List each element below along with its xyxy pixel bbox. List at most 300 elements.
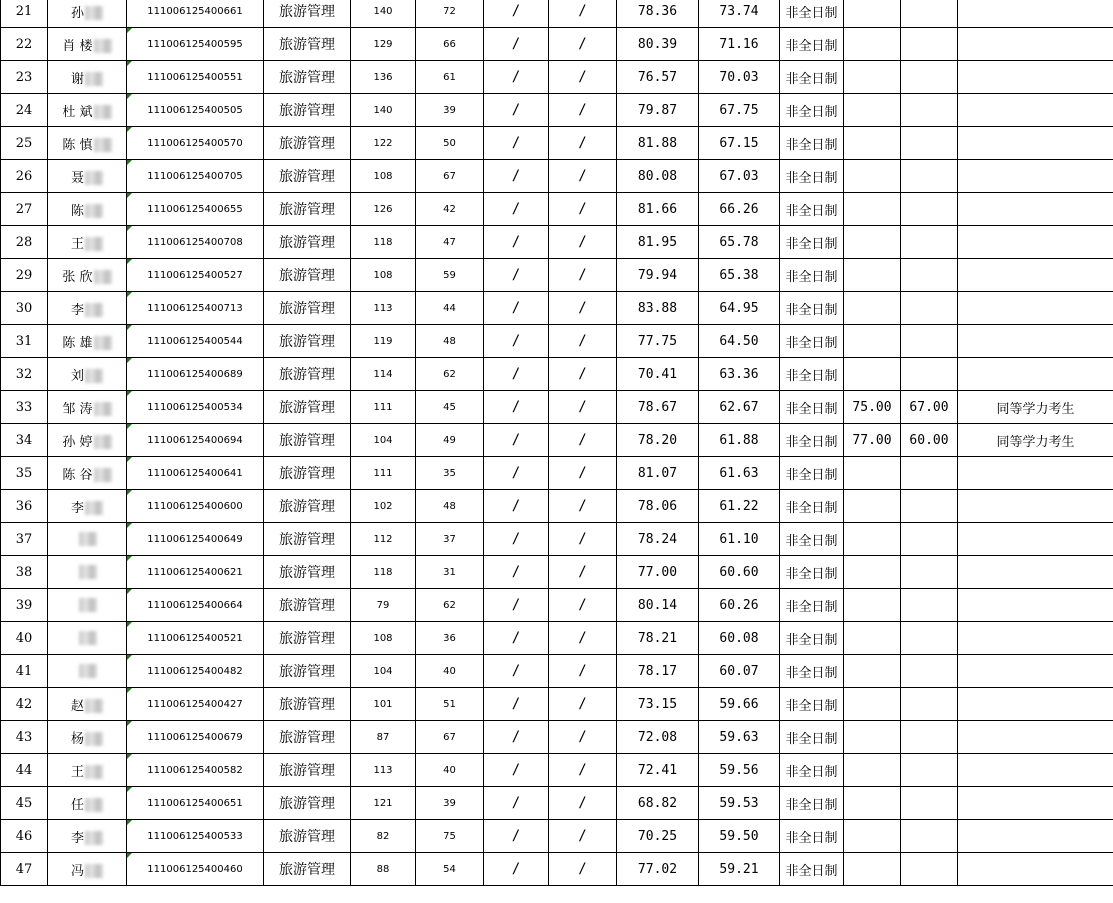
score-1-cell[interactable] xyxy=(351,655,416,688)
candidate-name-cell[interactable] xyxy=(48,589,127,622)
score-1-cell[interactable] xyxy=(351,523,416,556)
extra-score-1-cell[interactable] xyxy=(844,457,901,490)
score-3-cell[interactable] xyxy=(484,28,549,61)
total-score-cell[interactable] xyxy=(699,754,780,787)
total-score-cell[interactable] xyxy=(699,61,780,94)
remark-cell[interactable] xyxy=(958,358,1113,391)
score-1-cell[interactable] xyxy=(351,292,416,325)
score-2-cell[interactable] xyxy=(416,292,484,325)
major-cell[interactable] xyxy=(264,94,351,127)
score-2-cell[interactable] xyxy=(416,688,484,721)
extra-score-2-cell[interactable] xyxy=(901,655,958,688)
row-index-cell[interactable] xyxy=(1,622,48,655)
extra-score-2-cell[interactable] xyxy=(901,226,958,259)
score-2-cell[interactable] xyxy=(416,325,484,358)
study-type-cell[interactable] xyxy=(780,655,844,688)
score-2-cell[interactable] xyxy=(416,622,484,655)
retest-score-cell[interactable] xyxy=(617,358,699,391)
extra-score-2-cell[interactable] xyxy=(901,94,958,127)
major-cell[interactable] xyxy=(264,358,351,391)
score-1-cell[interactable] xyxy=(351,226,416,259)
study-type-cell[interactable] xyxy=(780,787,844,820)
candidate-id-cell[interactable] xyxy=(127,589,264,622)
extra-score-1-cell[interactable] xyxy=(844,0,901,28)
score-3-cell[interactable] xyxy=(484,655,549,688)
row-index-cell[interactable] xyxy=(1,292,48,325)
candidate-name-cell[interactable] xyxy=(48,94,127,127)
candidate-id-cell[interactable] xyxy=(127,160,264,193)
study-type-cell[interactable] xyxy=(780,754,844,787)
score-2-cell[interactable] xyxy=(416,490,484,523)
score-1-cell[interactable] xyxy=(351,787,416,820)
score-1-cell[interactable] xyxy=(351,556,416,589)
score-3-cell[interactable] xyxy=(484,556,549,589)
remark-cell[interactable] xyxy=(958,28,1113,61)
remark-cell[interactable] xyxy=(958,127,1113,160)
score-4-cell[interactable] xyxy=(549,820,617,853)
score-4-cell[interactable] xyxy=(549,688,617,721)
retest-score-cell[interactable] xyxy=(617,226,699,259)
candidate-name-cell[interactable] xyxy=(48,523,127,556)
candidate-name-cell[interactable] xyxy=(48,688,127,721)
score-1-cell[interactable] xyxy=(351,193,416,226)
extra-score-1-cell[interactable] xyxy=(844,61,901,94)
extra-score-1-cell[interactable] xyxy=(844,556,901,589)
score-3-cell[interactable] xyxy=(484,94,549,127)
row-index-cell[interactable] xyxy=(1,688,48,721)
retest-score-cell[interactable] xyxy=(617,820,699,853)
score-3-cell[interactable] xyxy=(484,358,549,391)
row-index-cell[interactable] xyxy=(1,457,48,490)
extra-score-2-cell[interactable] xyxy=(901,754,958,787)
candidate-name-cell[interactable] xyxy=(48,0,127,28)
score-1-cell[interactable] xyxy=(351,127,416,160)
score-1-cell[interactable] xyxy=(351,358,416,391)
study-type-cell[interactable] xyxy=(780,259,844,292)
remark-cell[interactable] xyxy=(958,226,1113,259)
candidate-id-cell[interactable] xyxy=(127,721,264,754)
score-4-cell[interactable] xyxy=(549,94,617,127)
candidate-name-cell[interactable] xyxy=(48,556,127,589)
extra-score-1-cell[interactable] xyxy=(844,292,901,325)
score-3-cell[interactable] xyxy=(484,160,549,193)
extra-score-2-cell[interactable] xyxy=(901,193,958,226)
total-score-cell[interactable] xyxy=(699,94,780,127)
study-type-cell[interactable] xyxy=(780,127,844,160)
remark-cell[interactable] xyxy=(958,556,1113,589)
score-4-cell[interactable] xyxy=(549,424,617,457)
score-2-cell[interactable] xyxy=(416,193,484,226)
extra-score-2-cell[interactable] xyxy=(901,523,958,556)
score-1-cell[interactable] xyxy=(351,754,416,787)
extra-score-1-cell[interactable] xyxy=(844,655,901,688)
score-2-cell[interactable] xyxy=(416,820,484,853)
row-index-cell[interactable] xyxy=(1,358,48,391)
score-3-cell[interactable] xyxy=(484,820,549,853)
candidate-id-cell[interactable] xyxy=(127,391,264,424)
study-type-cell[interactable] xyxy=(780,61,844,94)
remark-cell[interactable] xyxy=(958,490,1113,523)
score-4-cell[interactable] xyxy=(549,226,617,259)
total-score-cell[interactable] xyxy=(699,0,780,28)
extra-score-2-cell[interactable] xyxy=(901,259,958,292)
retest-score-cell[interactable] xyxy=(617,259,699,292)
candidate-id-cell[interactable] xyxy=(127,688,264,721)
candidate-id-cell[interactable] xyxy=(127,259,264,292)
total-score-cell[interactable] xyxy=(699,787,780,820)
row-index-cell[interactable] xyxy=(1,490,48,523)
candidate-name-cell[interactable] xyxy=(48,358,127,391)
extra-score-2-cell[interactable] xyxy=(901,622,958,655)
major-cell[interactable] xyxy=(264,61,351,94)
score-3-cell[interactable] xyxy=(484,853,549,886)
row-index-cell[interactable] xyxy=(1,226,48,259)
major-cell[interactable] xyxy=(264,853,351,886)
candidate-name-cell[interactable] xyxy=(48,127,127,160)
remark-cell[interactable] xyxy=(958,193,1113,226)
candidate-id-cell[interactable] xyxy=(127,0,264,28)
extra-score-2-cell[interactable] xyxy=(901,325,958,358)
score-1-cell[interactable] xyxy=(351,259,416,292)
candidate-name-cell[interactable] xyxy=(48,424,127,457)
study-type-cell[interactable] xyxy=(780,490,844,523)
score-1-cell[interactable] xyxy=(351,391,416,424)
extra-score-2-cell[interactable] xyxy=(901,556,958,589)
candidate-id-cell[interactable] xyxy=(127,457,264,490)
retest-score-cell[interactable] xyxy=(617,787,699,820)
score-2-cell[interactable] xyxy=(416,160,484,193)
total-score-cell[interactable] xyxy=(699,490,780,523)
score-4-cell[interactable] xyxy=(549,655,617,688)
remark-cell[interactable] xyxy=(958,325,1113,358)
score-4-cell[interactable] xyxy=(549,457,617,490)
score-3-cell[interactable] xyxy=(484,226,549,259)
candidate-name-cell[interactable] xyxy=(48,853,127,886)
row-index-cell[interactable] xyxy=(1,721,48,754)
score-4-cell[interactable] xyxy=(549,160,617,193)
study-type-cell[interactable] xyxy=(780,622,844,655)
total-score-cell[interactable] xyxy=(699,292,780,325)
total-score-cell[interactable] xyxy=(699,391,780,424)
remark-cell[interactable] xyxy=(958,655,1113,688)
extra-score-2-cell[interactable] xyxy=(901,853,958,886)
row-index-cell[interactable] xyxy=(1,127,48,160)
extra-score-1-cell[interactable] xyxy=(844,391,901,424)
major-cell[interactable] xyxy=(264,589,351,622)
candidate-id-cell[interactable] xyxy=(127,490,264,523)
extra-score-1-cell[interactable] xyxy=(844,424,901,457)
extra-score-2-cell[interactable] xyxy=(901,0,958,28)
major-cell[interactable] xyxy=(264,457,351,490)
study-type-cell[interactable] xyxy=(780,688,844,721)
major-cell[interactable] xyxy=(264,655,351,688)
score-4-cell[interactable] xyxy=(549,391,617,424)
candidate-id-cell[interactable] xyxy=(127,622,264,655)
total-score-cell[interactable] xyxy=(699,160,780,193)
study-type-cell[interactable] xyxy=(780,292,844,325)
major-cell[interactable] xyxy=(264,787,351,820)
extra-score-1-cell[interactable] xyxy=(844,127,901,160)
retest-score-cell[interactable] xyxy=(617,127,699,160)
total-score-cell[interactable] xyxy=(699,655,780,688)
remark-cell[interactable] xyxy=(958,853,1113,886)
retest-score-cell[interactable] xyxy=(617,622,699,655)
score-1-cell[interactable] xyxy=(351,160,416,193)
remark-cell[interactable] xyxy=(958,457,1113,490)
study-type-cell[interactable] xyxy=(780,853,844,886)
remark-cell[interactable] xyxy=(958,424,1113,457)
score-2-cell[interactable] xyxy=(416,358,484,391)
retest-score-cell[interactable] xyxy=(617,490,699,523)
total-score-cell[interactable] xyxy=(699,193,780,226)
retest-score-cell[interactable] xyxy=(617,688,699,721)
score-4-cell[interactable] xyxy=(549,556,617,589)
row-index-cell[interactable] xyxy=(1,853,48,886)
candidate-id-cell[interactable] xyxy=(127,787,264,820)
score-4-cell[interactable] xyxy=(549,193,617,226)
extra-score-1-cell[interactable] xyxy=(844,325,901,358)
extra-score-1-cell[interactable] xyxy=(844,589,901,622)
score-3-cell[interactable] xyxy=(484,688,549,721)
major-cell[interactable] xyxy=(264,754,351,787)
total-score-cell[interactable] xyxy=(699,556,780,589)
retest-score-cell[interactable] xyxy=(617,424,699,457)
score-4-cell[interactable] xyxy=(549,61,617,94)
score-1-cell[interactable] xyxy=(351,688,416,721)
candidate-name-cell[interactable] xyxy=(48,391,127,424)
retest-score-cell[interactable] xyxy=(617,556,699,589)
row-index-cell[interactable] xyxy=(1,61,48,94)
score-2-cell[interactable] xyxy=(416,589,484,622)
extra-score-2-cell[interactable] xyxy=(901,28,958,61)
score-4-cell[interactable] xyxy=(549,325,617,358)
total-score-cell[interactable] xyxy=(699,259,780,292)
major-cell[interactable] xyxy=(264,490,351,523)
score-4-cell[interactable] xyxy=(549,259,617,292)
total-score-cell[interactable] xyxy=(699,853,780,886)
row-index-cell[interactable] xyxy=(1,523,48,556)
extra-score-2-cell[interactable] xyxy=(901,490,958,523)
total-score-cell[interactable] xyxy=(699,820,780,853)
score-2-cell[interactable] xyxy=(416,787,484,820)
remark-cell[interactable] xyxy=(958,523,1113,556)
score-2-cell[interactable] xyxy=(416,28,484,61)
candidate-id-cell[interactable] xyxy=(127,28,264,61)
score-4-cell[interactable] xyxy=(549,589,617,622)
score-3-cell[interactable] xyxy=(484,424,549,457)
major-cell[interactable] xyxy=(264,193,351,226)
score-1-cell[interactable] xyxy=(351,457,416,490)
extra-score-2-cell[interactable] xyxy=(901,358,958,391)
remark-cell[interactable] xyxy=(958,61,1113,94)
study-type-cell[interactable] xyxy=(780,589,844,622)
score-3-cell[interactable] xyxy=(484,490,549,523)
row-index-cell[interactable] xyxy=(1,589,48,622)
total-score-cell[interactable] xyxy=(699,325,780,358)
score-2-cell[interactable] xyxy=(416,457,484,490)
score-3-cell[interactable] xyxy=(484,61,549,94)
study-type-cell[interactable] xyxy=(780,193,844,226)
major-cell[interactable] xyxy=(264,424,351,457)
score-3-cell[interactable] xyxy=(484,457,549,490)
candidate-id-cell[interactable] xyxy=(127,226,264,259)
extra-score-2-cell[interactable] xyxy=(901,292,958,325)
study-type-cell[interactable] xyxy=(780,0,844,28)
score-4-cell[interactable] xyxy=(549,292,617,325)
row-index-cell[interactable] xyxy=(1,0,48,28)
study-type-cell[interactable] xyxy=(780,226,844,259)
score-3-cell[interactable] xyxy=(484,325,549,358)
score-2-cell[interactable] xyxy=(416,424,484,457)
remark-cell[interactable] xyxy=(958,721,1113,754)
candidate-id-cell[interactable] xyxy=(127,127,264,160)
extra-score-1-cell[interactable] xyxy=(844,754,901,787)
study-type-cell[interactable] xyxy=(780,556,844,589)
row-index-cell[interactable] xyxy=(1,787,48,820)
total-score-cell[interactable] xyxy=(699,721,780,754)
candidate-name-cell[interactable] xyxy=(48,820,127,853)
retest-score-cell[interactable] xyxy=(617,193,699,226)
extra-score-1-cell[interactable] xyxy=(844,28,901,61)
retest-score-cell[interactable] xyxy=(617,721,699,754)
study-type-cell[interactable] xyxy=(780,391,844,424)
score-2-cell[interactable] xyxy=(416,127,484,160)
candidate-id-cell[interactable] xyxy=(127,94,264,127)
extra-score-2-cell[interactable] xyxy=(901,61,958,94)
score-1-cell[interactable] xyxy=(351,325,416,358)
remark-cell[interactable] xyxy=(958,259,1113,292)
extra-score-2-cell[interactable] xyxy=(901,457,958,490)
row-index-cell[interactable] xyxy=(1,94,48,127)
score-1-cell[interactable] xyxy=(351,721,416,754)
score-3-cell[interactable] xyxy=(484,721,549,754)
score-2-cell[interactable] xyxy=(416,61,484,94)
remark-cell[interactable] xyxy=(958,820,1113,853)
retest-score-cell[interactable] xyxy=(617,0,699,28)
candidate-id-cell[interactable] xyxy=(127,820,264,853)
score-1-cell[interactable] xyxy=(351,589,416,622)
score-3-cell[interactable] xyxy=(484,391,549,424)
score-3-cell[interactable] xyxy=(484,523,549,556)
major-cell[interactable] xyxy=(264,160,351,193)
retest-score-cell[interactable] xyxy=(617,391,699,424)
candidate-name-cell[interactable] xyxy=(48,61,127,94)
study-type-cell[interactable] xyxy=(780,358,844,391)
extra-score-1-cell[interactable] xyxy=(844,490,901,523)
score-1-cell[interactable] xyxy=(351,820,416,853)
candidate-name-cell[interactable] xyxy=(48,490,127,523)
remark-cell[interactable] xyxy=(958,787,1113,820)
retest-score-cell[interactable] xyxy=(617,160,699,193)
retest-score-cell[interactable] xyxy=(617,292,699,325)
score-4-cell[interactable] xyxy=(549,787,617,820)
score-4-cell[interactable] xyxy=(549,28,617,61)
major-cell[interactable] xyxy=(264,556,351,589)
candidate-id-cell[interactable] xyxy=(127,61,264,94)
study-type-cell[interactable] xyxy=(780,721,844,754)
candidate-id-cell[interactable] xyxy=(127,556,264,589)
extra-score-1-cell[interactable] xyxy=(844,853,901,886)
retest-score-cell[interactable] xyxy=(617,523,699,556)
score-4-cell[interactable] xyxy=(549,721,617,754)
score-4-cell[interactable] xyxy=(549,853,617,886)
study-type-cell[interactable] xyxy=(780,820,844,853)
extra-score-2-cell[interactable] xyxy=(901,721,958,754)
remark-cell[interactable] xyxy=(958,160,1113,193)
total-score-cell[interactable] xyxy=(699,589,780,622)
study-type-cell[interactable] xyxy=(780,424,844,457)
score-2-cell[interactable] xyxy=(416,754,484,787)
major-cell[interactable] xyxy=(264,325,351,358)
score-1-cell[interactable] xyxy=(351,61,416,94)
retest-score-cell[interactable] xyxy=(617,853,699,886)
candidate-name-cell[interactable] xyxy=(48,622,127,655)
candidate-id-cell[interactable] xyxy=(127,193,264,226)
extra-score-2-cell[interactable] xyxy=(901,160,958,193)
score-3-cell[interactable] xyxy=(484,127,549,160)
row-index-cell[interactable] xyxy=(1,193,48,226)
total-score-cell[interactable] xyxy=(699,457,780,490)
total-score-cell[interactable] xyxy=(699,622,780,655)
score-4-cell[interactable] xyxy=(549,622,617,655)
candidate-id-cell[interactable] xyxy=(127,424,264,457)
total-score-cell[interactable] xyxy=(699,28,780,61)
major-cell[interactable] xyxy=(264,523,351,556)
candidate-id-cell[interactable] xyxy=(127,754,264,787)
score-4-cell[interactable] xyxy=(549,358,617,391)
major-cell[interactable] xyxy=(264,292,351,325)
extra-score-2-cell[interactable] xyxy=(901,820,958,853)
major-cell[interactable] xyxy=(264,0,351,28)
score-1-cell[interactable] xyxy=(351,490,416,523)
remark-cell[interactable] xyxy=(958,0,1113,28)
candidate-name-cell[interactable] xyxy=(48,655,127,688)
candidate-id-cell[interactable] xyxy=(127,325,264,358)
score-3-cell[interactable] xyxy=(484,754,549,787)
score-2-cell[interactable] xyxy=(416,853,484,886)
candidate-name-cell[interactable] xyxy=(48,754,127,787)
major-cell[interactable] xyxy=(264,721,351,754)
score-2-cell[interactable] xyxy=(416,94,484,127)
score-3-cell[interactable] xyxy=(484,0,549,28)
remark-cell[interactable] xyxy=(958,688,1113,721)
major-cell[interactable] xyxy=(264,259,351,292)
score-3-cell[interactable] xyxy=(484,259,549,292)
candidate-name-cell[interactable] xyxy=(48,457,127,490)
row-index-cell[interactable] xyxy=(1,259,48,292)
extra-score-2-cell[interactable] xyxy=(901,127,958,160)
candidate-name-cell[interactable] xyxy=(48,226,127,259)
candidate-name-cell[interactable] xyxy=(48,721,127,754)
total-score-cell[interactable] xyxy=(699,358,780,391)
candidate-id-cell[interactable] xyxy=(127,655,264,688)
score-1-cell[interactable] xyxy=(351,28,416,61)
extra-score-2-cell[interactable] xyxy=(901,391,958,424)
score-2-cell[interactable] xyxy=(416,226,484,259)
study-type-cell[interactable] xyxy=(780,325,844,358)
score-1-cell[interactable] xyxy=(351,424,416,457)
remark-cell[interactable] xyxy=(958,391,1113,424)
extra-score-1-cell[interactable] xyxy=(844,358,901,391)
retest-score-cell[interactable] xyxy=(617,61,699,94)
score-2-cell[interactable] xyxy=(416,259,484,292)
candidate-id-cell[interactable] xyxy=(127,292,264,325)
score-2-cell[interactable] xyxy=(416,523,484,556)
score-3-cell[interactable] xyxy=(484,292,549,325)
candidate-name-cell[interactable] xyxy=(48,160,127,193)
extra-score-1-cell[interactable] xyxy=(844,160,901,193)
score-2-cell[interactable] xyxy=(416,391,484,424)
